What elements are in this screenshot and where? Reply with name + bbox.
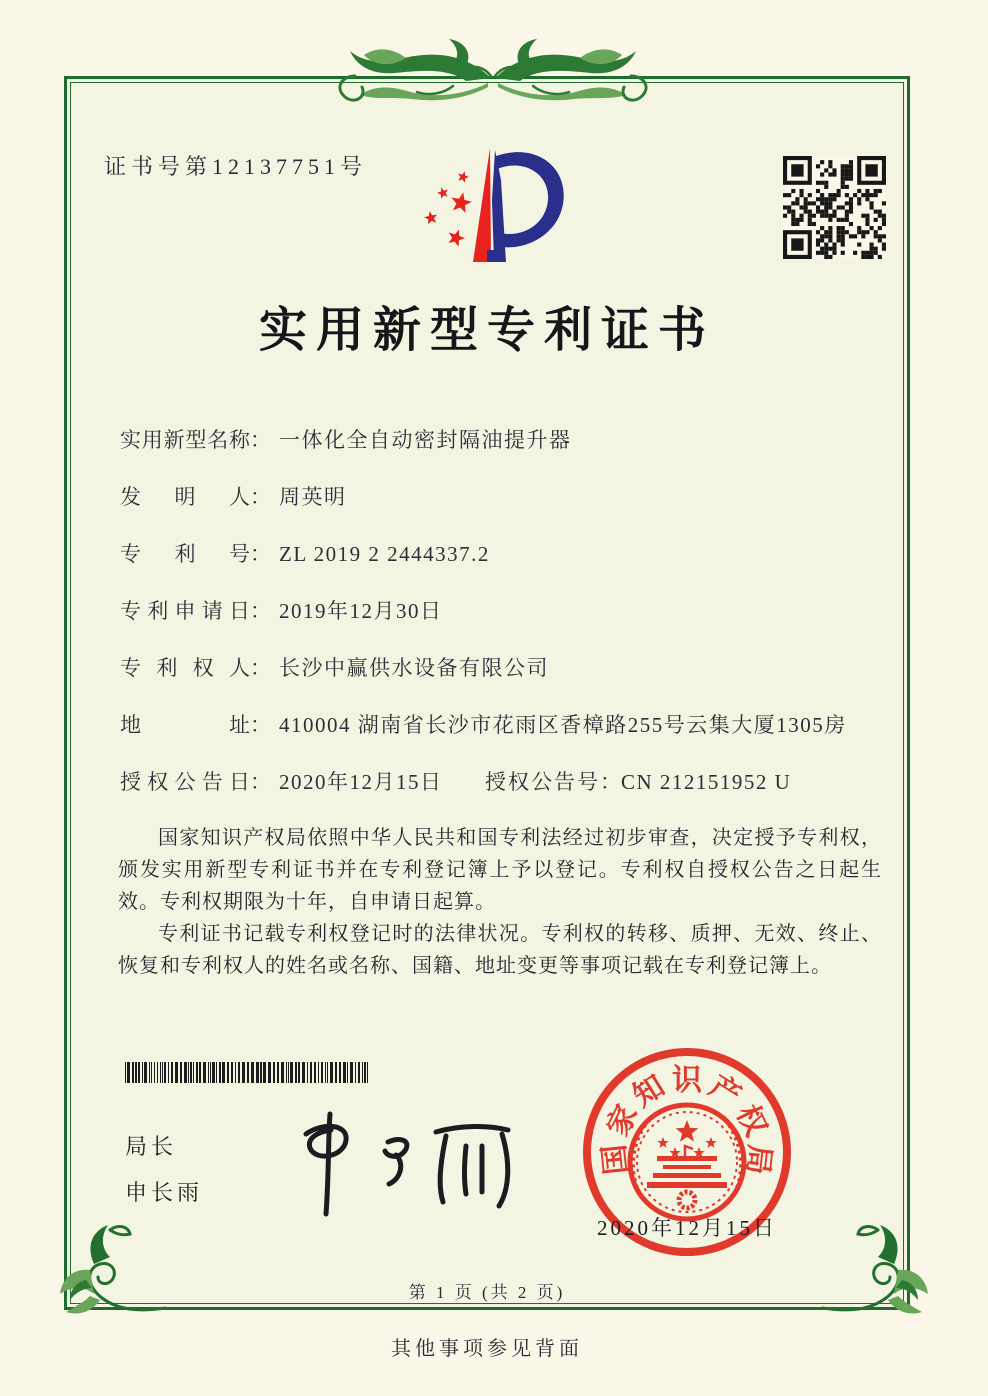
field-value: 2020年12月15日 [279,770,443,794]
field-colon: ： [600,770,621,794]
certificate-number: 证书号第12137751号 [104,154,368,179]
field-value: 周英明 [279,485,347,509]
certificate-title: 实用新型专利证书 [258,304,715,357]
cnipa-logo-icon [402,140,580,278]
field-colon: ： [250,770,271,794]
field-row [120,424,890,450]
field-row [120,766,890,792]
field-colon: ： [250,428,271,452]
border-corner-flourish-icon [822,1222,954,1324]
field-label: 专利申请日 [120,599,250,623]
field-value: 2019年12月30日 [279,599,443,623]
field-row [120,652,890,678]
border-corner-flourish-icon [34,1222,166,1324]
officer-title: 局长 [125,1134,178,1159]
qr-code-icon [783,156,886,259]
certificate-fields [120,424,890,823]
director-signature-icon [268,1102,528,1232]
field-value: ZL 2019 2 2444337.2 [279,542,490,566]
seal-ring-character: 产 [703,1069,747,1114]
field-label: 专利权人 [120,656,250,680]
border-top-scroll-ornament [328,36,658,120]
field-value: 410004 湖南省长沙市花雨区香樟路255号云集大厦1305房 [279,713,847,737]
field-label: 授权公告号 [485,770,600,794]
legal-text [118,822,882,982]
field-value: CN 212151952 U [621,770,792,794]
seal-ring-character: 知 [627,1069,671,1114]
field-row [120,538,890,564]
field-value: 一体化全自动密封隔油提升器 [279,428,572,452]
field-row [120,595,890,621]
seal-date: 2020年12月15日 [597,1216,777,1240]
seal-ring-character: 权 [729,1099,773,1142]
field-row [120,709,890,735]
officer-name: 申长雨 [125,1180,204,1205]
seal-ring-character: 国 [597,1142,634,1177]
seal-ring-character: 家 [601,1099,645,1142]
field-colon: ： [250,656,271,680]
field-label: 地址 [120,713,250,737]
field-value: 长沙中赢供水设备有限公司 [279,656,549,680]
back-side-note: 其他事项参见背面 [391,1338,583,1360]
page-number: 第 1 页 (共 2 页) [408,1283,566,1302]
field-row [120,481,890,507]
grant-number-field [485,766,791,796]
legal-paragraph: 专利证书记载专利权登记时的法律状况。专利权的转移、质押、无效、终止、恢复和专利权人的姓名或名称、国籍、地址变更等事项记载在专利登记簿上。 [118,923,882,977]
field-label: 专利号 [120,542,250,566]
field-label: 实用新型名称 [120,428,250,452]
field-colon: ： [250,542,271,566]
barcode-icon [125,1062,370,1083]
seal-ring-character: 局 [740,1142,777,1177]
legal-paragraph: 国家知识产权局依照中华人民共和国专利法经过初步审查，决定授予专利权，颁发实用新型专利证书并在专利登记簿上予以登记。专利权自授权公告之日起生效。专利权期限为十年，自申请日起算。 [118,827,882,913]
field-colon: ： [250,599,271,623]
field-colon: ： [250,485,271,509]
seal-ring-character: 识 [672,1064,702,1097]
field-label: 发明人 [120,485,250,509]
field-colon: ： [250,713,271,737]
field-label: 授权公告日 [120,770,250,794]
